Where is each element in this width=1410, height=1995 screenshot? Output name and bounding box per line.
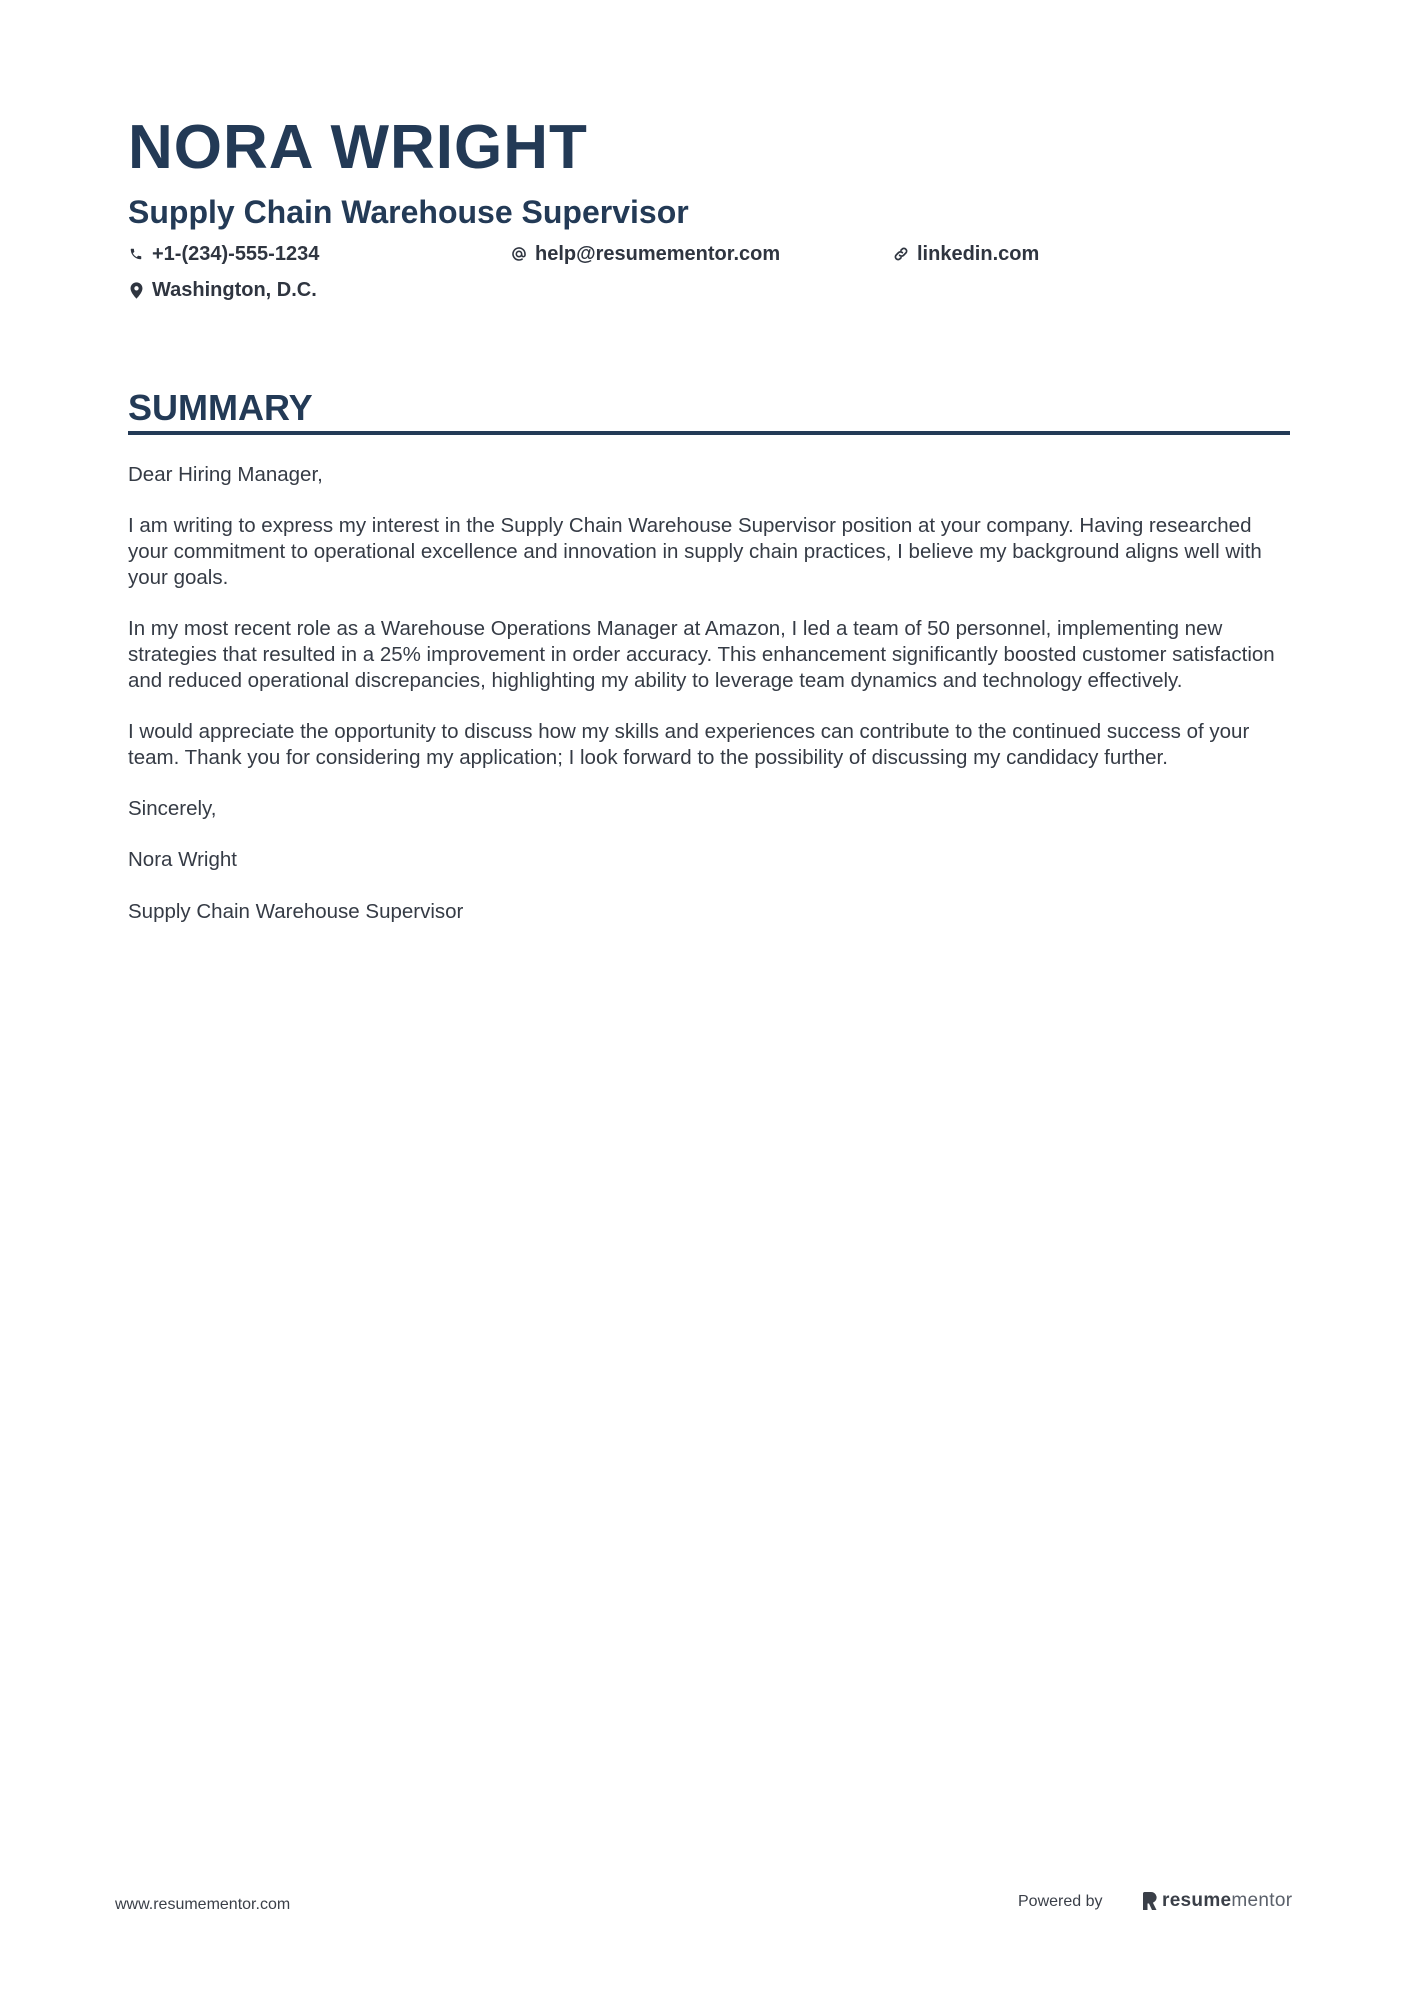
contact-link (893, 241, 1039, 267)
brand-bold: resume (1162, 1890, 1232, 1911)
candidate-name: NORA WRIGHT (128, 113, 588, 182)
contact-email (511, 241, 780, 267)
contact-phone (128, 241, 319, 267)
signature-name: Nora Wright (128, 848, 237, 872)
letter-closing: Sincerely, (128, 797, 217, 821)
footer-website[interactable]: www.resumementor.com (115, 1896, 291, 1913)
location-pin-icon (128, 281, 144, 299)
letter-salutation: Dear Hiring Manager, (128, 463, 323, 486)
phone-icon (128, 245, 144, 263)
link-icon (893, 245, 909, 263)
job-title: Supply Chain Warehouse Supervisor (128, 194, 689, 230)
letter-paragraph: In my most recent role as a Warehouse Operations Manager at Amazon, I led a team of 50 personnel, implementing new strategies that resulted in a 25% improvement in order accuracy. This enhancement significantly boosted customer satisfaction and reduced operational discrepancies, highlighting my ability to leverage team dynamics and technology effectively. (128, 617, 1275, 692)
footer-powered-by: Powered by (1018, 1893, 1103, 1910)
section-heading-summary: SUMMARY (128, 387, 313, 428)
location-text: Washington, D.C. (152, 279, 317, 301)
signature-title: Supply Chain Warehouse Supervisor (128, 899, 464, 923)
link-text[interactable]: linkedin.com (917, 243, 1040, 265)
phone-text[interactable]: +1-(234)-555-1234 (152, 243, 320, 265)
resumementor-logo-icon (1142, 1891, 1158, 1911)
cover-letter-body (128, 462, 1290, 950)
brand-light: mentor (1231, 1890, 1293, 1911)
letter-paragraph: I would appreciate the opportunity to discuss how my skills and experiences can contribute to the continued success of your team. Thank you for considering my application; I look forward to the possibility of discussing my candidacy further. (128, 719, 1250, 769)
email-text[interactable]: help@resumementor.com (535, 243, 781, 265)
brand-wordmark (1162, 1890, 1292, 1912)
contact-location (128, 277, 317, 303)
section-divider (128, 431, 1290, 435)
letter-paragraph: I am writing to express my interest in the Supply Chain Warehouse Supervisor position at your company. Having researched your commitment to operational excellence and innovation in supply chain practices, I believe my background aligns well with your goals. (128, 514, 1262, 589)
at-icon (511, 245, 527, 263)
footer-brand-logo[interactable] (1142, 1890, 1292, 1912)
